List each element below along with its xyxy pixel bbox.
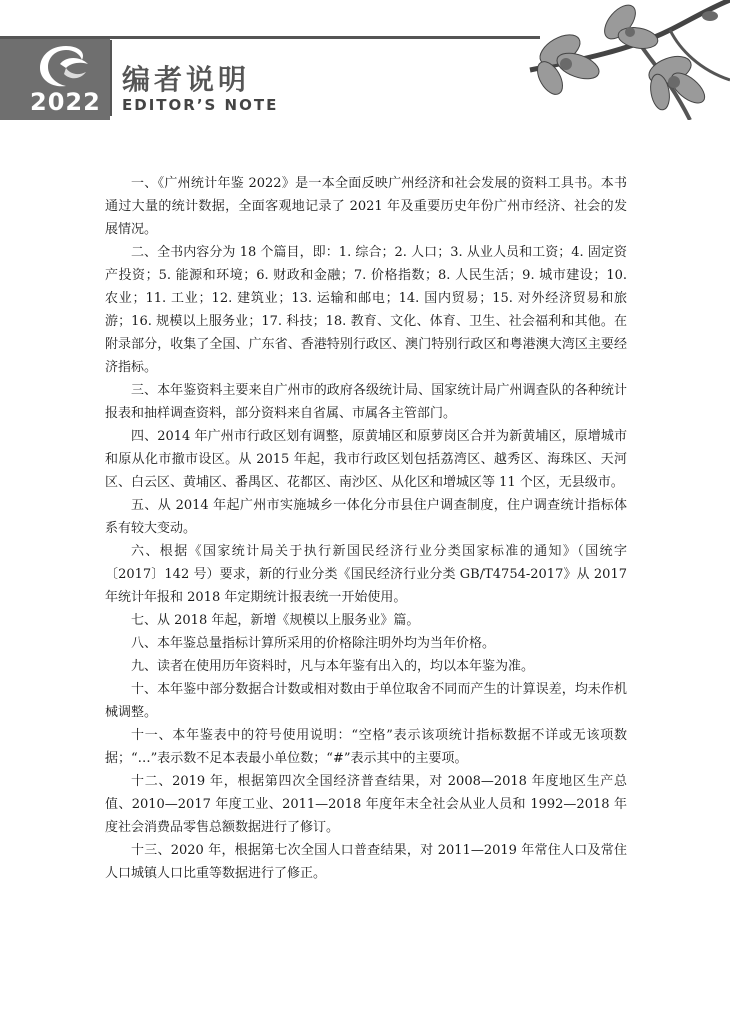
header-divider xyxy=(110,40,112,116)
paragraph-5: 五、从 2014 年起广州市实施城乡一体化分市县住户调查制度，住户调查统计指标体系有较大变动。 xyxy=(105,498,627,536)
paragraph-7: 七、从 2018 年起，新增《规模以上服务业》篇。 xyxy=(131,613,420,628)
paragraph-12: 十二、2019 年，根据第四次全国经济普查结果，对 2008—2018 年度地区生产总值、2010—2017 年度工业、2011—2018 年度年末全社会从业人员和 1992—2018 年度社会消费品零售总额数据进行了修订。 xyxy=(105,774,627,835)
paragraph-1: 一、《广州统计年鉴 2022》是一本全面反映广州经济和社会发展的资料工具书。本书通过大量的统计数据，全面客观地记录了 2021 年及重要历史年份广州市经济、社会的发展情况。 xyxy=(105,176,627,237)
paragraph-8: 八、本年鉴总量指标计算所采用的价格除注明外均为当年价格。 xyxy=(131,636,496,651)
page-header xyxy=(0,0,730,120)
paragraph-2: 二、全书内容分为 18 个篇目，即：1. 综合；2. 人口；3. 从业人员和工资；4. 固定资产投资；5. 能源和环境；6. 财政和金融；7. 价格指数；8. 人民生活；9. 城市建设；10. 农业；11. 工业；12. 建筑业；13. 运输和邮电；14. 国内贸易；15. 对外经济贸易和旅游；16. 规模以上服务业；17. 科技；18. 教育、文化、体育、卫生、社会福利和其他。在附录部分，收集了全国、广东省、香港特别行政区、澳门特别行政区和粤港澳大湾区主要经济指标。 xyxy=(105,245,627,375)
paragraph-13: 十三、2020 年，根据第七次全国人口普查结果，对 2011—2019 年常住人口及常住人口城镇人口比重等数据进行了修正。 xyxy=(105,843,627,881)
year-label: 2022 xyxy=(30,88,101,116)
yearbook-logo-icon xyxy=(36,42,96,90)
page-subtitle: EDITOR’S NOTE xyxy=(122,96,279,114)
paragraph-10: 十、本年鉴中部分数据合计数或相对数由于单位取舍不同而产生的计算误差，均未作机械调整。 xyxy=(105,682,627,720)
paragraph-6: 六、根据《国家统计局关于执行新国民经济行业分类国家标准的通知》（国统字〔2017〕142 号）要求，新的行业分类《国民经济行业分类 GB/T4754-2017》从 2017 年统计年报和 2018 年定期统计报表统一开始使用。 xyxy=(105,544,627,605)
top-rule xyxy=(0,36,540,39)
paragraph-9: 九、读者在使用历年资料时，凡与本年鉴有出入的，均以本年鉴为准。 xyxy=(131,659,535,674)
editor-note-body xyxy=(105,172,627,885)
kapok-flower-icon xyxy=(520,0,730,120)
paragraph-4: 四、2014 年广州市行政区划有调整，原黄埔区和原萝岗区合并为新黄埔区，原增城市和原从化市撤市设区。从 2015 年起，我市行政区划包括荔湾区、越秀区、海珠区、天河区、白云区、黄埔区、番禺区、花都区、南沙区、从化区和增城区等 11 个区，无县级市。 xyxy=(105,429,627,490)
page-title: 编者说明 xyxy=(122,63,251,96)
paragraph-11: 十一、本年鉴表中的符号使用说明：“空格”表示该项统计指标数据不详或无该项数据；“…”表示数不足本表最小单位数；“#”表示其中的主要项。 xyxy=(105,728,627,766)
paragraph-3: 三、本年鉴资料主要来自广州市的政府各级统计局、国家统计局广州调查队的各种统计报表和抽样调查资料，部分资料来自省属、市属各主管部门。 xyxy=(105,383,627,421)
